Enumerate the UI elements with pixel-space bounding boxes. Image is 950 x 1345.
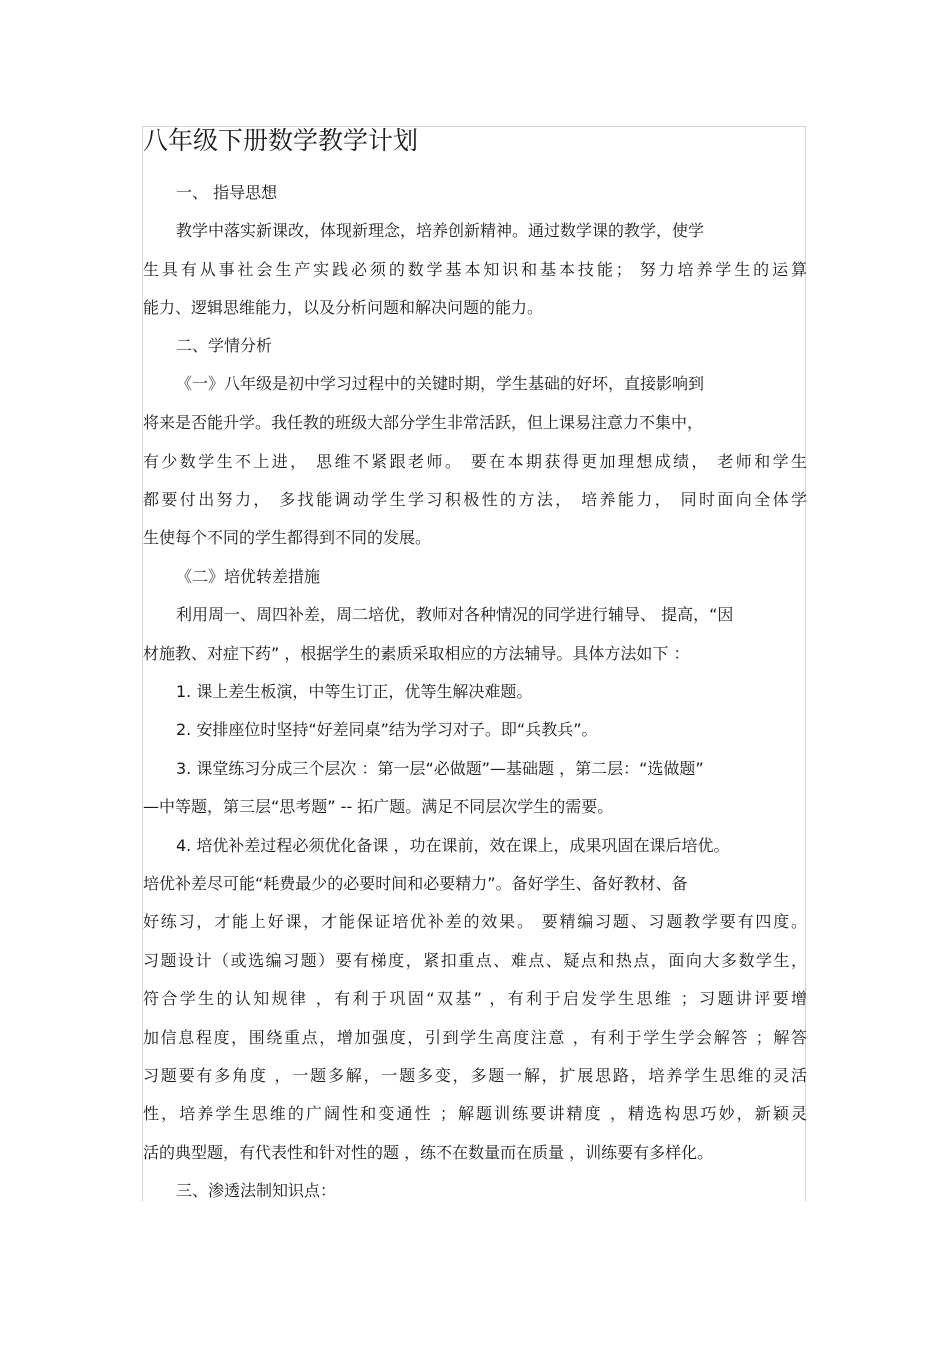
- paragraph-line: —中等题，第三层“思考题” -- 拓广题。满足不同层次学生的需要。: [143, 797, 614, 816]
- list-item: 1. 课上差生板演，中等生订正，优等生解决难题。: [176, 682, 533, 701]
- paragraph-line: 性，培养学生思维的广阔性和变通性 ；解题训练要讲精度 ，精选构思巧妙，新颖灵: [143, 1104, 807, 1123]
- paragraph-line: 生使每个不同的学生都得到不同的发展。: [143, 528, 432, 547]
- heading-student-analysis: 二、学情分析: [176, 336, 273, 355]
- paragraph-line: 活的典型题，有代表性和针对性的题 ，练不在数量而在质量 ，训练要有多样化。: [143, 1143, 714, 1162]
- heading-guiding-ideology: 一、 指导思想: [176, 183, 278, 202]
- paragraph-line: 有少数学生不上进， 思维不紧跟老师。 要在本期获得更加理想成绩， 老师和学生: [143, 452, 807, 471]
- document-title: 八年级下册数学教学计划: [143, 126, 419, 155]
- list-item: 4. 培优补差过程必须优化备课 ，功在课前，效在课上，成果巩固在课后培优。: [176, 836, 730, 855]
- paragraph-line: 都要付出努力， 多找能调动学生学习积极性的方法， 培养能力， 同时面向全体学: [143, 490, 807, 509]
- paragraph-line: 生具有从事社会生产实践必须的数学基本知识和基本技能； 努力培养学生的运算: [143, 260, 807, 279]
- paragraph-line: 加信息程度，围绕重点，增加强度，引到学生高度注意 ，有利于学生学会解答 ；解答: [143, 1028, 807, 1047]
- paragraph-line: 教学中落实新课改，体现新理念，培养创新精神。通过数学课的教学，使学: [176, 221, 705, 240]
- paragraph-line: 《一》八年级是初中学习过程中的关键时期，学生基础的好坏，直接影响到: [176, 374, 705, 393]
- heading-measures: 《二》培优转差措施: [176, 567, 321, 586]
- paragraph-line: 材施教、对症下药” ，根据学生的素质采取相应的方法辅导。具体方法如下 ：: [143, 644, 690, 663]
- paragraph-line: 培优补差尽可能“耗费最少的必要时间和必要精力”。备好学生、备好教材、备: [143, 874, 688, 893]
- paragraph-line: 将来是否能升学。我任教的班级大部分学生非常活跃，但上课易注意力不集中，: [143, 413, 704, 432]
- list-item: 2. 安排座位时坚持“好差同桌”结为学习对子。即“兵教兵”。: [176, 720, 598, 739]
- paragraph-line: 习题设计（或选编习题）要有梯度，紧扣重点、难点、疑点和热点，面向大多数学生，: [143, 951, 807, 970]
- paragraph-line: 好练习，才能上好课，才能保证培优补差的效果。 要精编习题、习题教学要有四度。: [143, 912, 807, 931]
- heading-legal-knowledge: 三、渗透法制知识点：: [176, 1181, 337, 1200]
- list-item: 3. 课堂练习分成三个层次 ：第一层“必做题”—基础题 ，第二层：“选做题”: [176, 759, 704, 778]
- paragraph-line: 能力、逻辑思维能力，以及分析问题和解决问题的能力。: [143, 298, 544, 317]
- paragraph-line: 符合学生的认知规律 ，有利于巩固“双基” ，有利于启发学生思维 ；习题讲评要增: [143, 989, 807, 1008]
- paragraph-line: 习题要有多角度 ，一题多解，一题多变，多题一解，扩展思路，培养学生思维的灵活: [143, 1066, 807, 1085]
- paragraph-line: 利用周一、周四补差，周二培优，教师对各种情况的同学进行辅导、 提高，“因: [176, 605, 734, 624]
